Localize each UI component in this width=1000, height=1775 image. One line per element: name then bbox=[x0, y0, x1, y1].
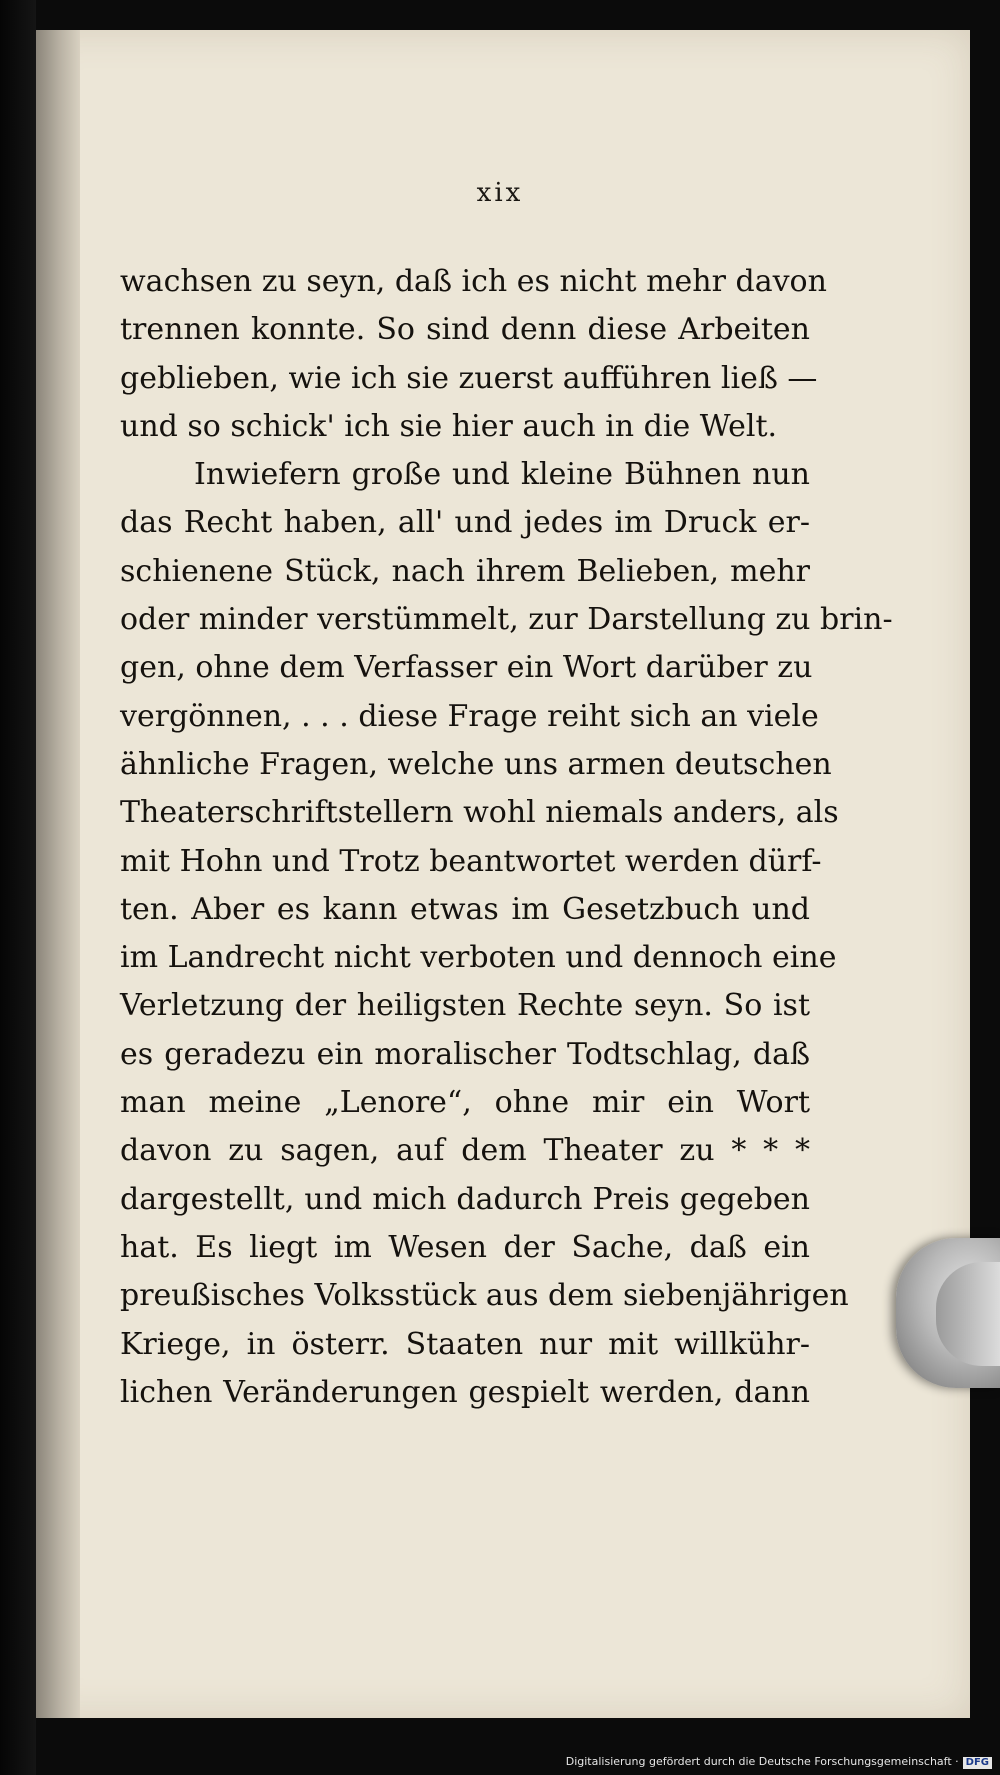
text-line: ähnliche Fragen, welche uns armen deutschen bbox=[120, 746, 832, 782]
credit-text: Digitalisierung gefördert durch die Deutsche Forschungsgemeinschaft · bbox=[565, 1755, 959, 1768]
text-line: Inwiefern große und kleine Bühnen nun bbox=[194, 457, 810, 493]
text-line: Kriege, in österr. Staaten nur mit willkühr- bbox=[120, 1326, 810, 1362]
text-line: geblieben, wie ich sie zuerst aufführen ließ — bbox=[120, 360, 818, 396]
digitization-credit bbox=[566, 1755, 992, 1769]
text-line: Theaterschriftstellern wohl niemals anders, als bbox=[120, 795, 839, 831]
text-line: mit Hohn und Trotz beantwortet werden dürf- bbox=[120, 843, 822, 879]
text-line: preußisches Volksstück aus dem siebenjährigen bbox=[120, 1278, 849, 1314]
text-line: und so schick' ich sie hier auch in die Welt. bbox=[120, 408, 778, 444]
text-line: hat. Es liegt im Wesen der Sache, daß ein bbox=[120, 1229, 810, 1265]
text-line: gen, ohne dem Verfasser ein Wort darüber zu bbox=[120, 650, 813, 686]
text-line: es geradezu ein moralischer Todtschlag, daß bbox=[120, 1036, 810, 1072]
body-text bbox=[120, 258, 893, 1417]
text-line: oder minder verstümmelt, zur Darstellung zu brin- bbox=[120, 602, 893, 638]
text-line: trennen konnte. So sind denn diese Arbeiten bbox=[120, 312, 810, 348]
text-line: vergönnen, . . . diese Frage reiht sich an viele bbox=[120, 698, 819, 734]
text-line: schienene Stück, nach ihrem Belieben, mehr bbox=[120, 553, 810, 589]
text-line: man meine „Lenore“, ohne mir ein Wort bbox=[120, 1085, 810, 1121]
page-number: xix bbox=[476, 178, 524, 208]
text-line: davon zu sagen, auf dem Theater zu * * * bbox=[120, 1133, 810, 1169]
text-line: im Landrecht nicht verboten und dennoch eine bbox=[120, 940, 837, 976]
text-line: das Recht haben, all' und jedes im Druck er- bbox=[120, 505, 810, 541]
text-line: lichen Veränderungen gespielt werden, dann bbox=[120, 1374, 810, 1410]
book-spine-edge bbox=[0, 0, 36, 1775]
dfg-logo: DFG bbox=[963, 1757, 992, 1769]
text-line: wachsen zu seyn, daß ich es nicht mehr davon bbox=[120, 264, 827, 299]
text-line: ten. Aber es kann etwas im Gesetzbuch und bbox=[120, 891, 810, 927]
page-gutter-shadow bbox=[36, 30, 80, 1718]
text-line: dargestellt, und mich dadurch Preis gegeben bbox=[120, 1181, 810, 1217]
text-line: Verletzung der heiligsten Rechte seyn. So ist bbox=[120, 988, 810, 1024]
